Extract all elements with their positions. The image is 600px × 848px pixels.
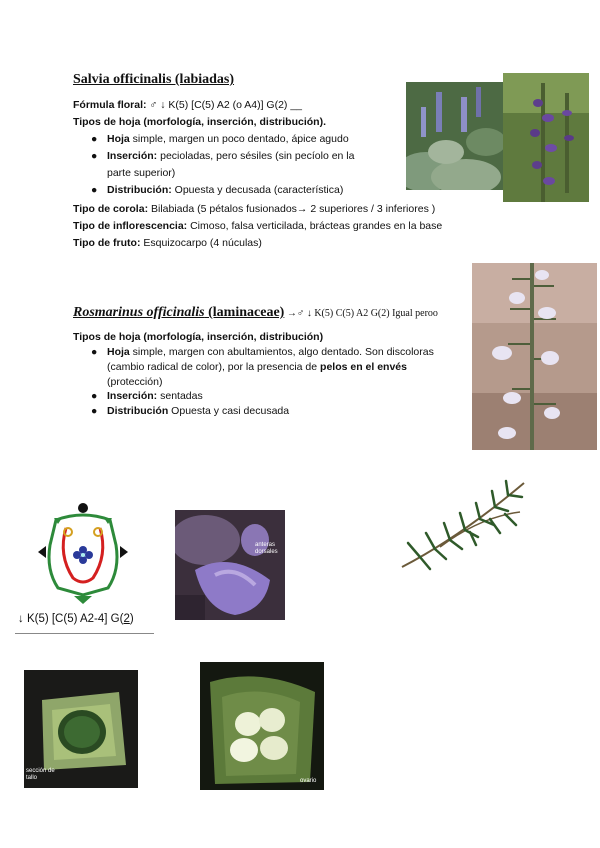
formula-value: ♂ ↓ K(5) [C(5) A2 (o A4)] G(2) __ [149, 99, 303, 111]
bullet-icon: ● [91, 390, 98, 402]
fruto-label: Tipo de fruto: [73, 237, 141, 249]
formula-underlined: 2 [123, 613, 130, 625]
rosmarinus-title [73, 305, 438, 321]
salvia-leaf-types-heading [73, 116, 326, 128]
leaf-types-label: Tipos de hoja (morfología, inserción, distribución). [73, 116, 326, 128]
ovario-label: ovario [300, 778, 317, 784]
hoja-label: Hoja [107, 346, 130, 358]
salvia-insercion-cont: parte superior) [107, 167, 176, 179]
rosmarinus-bullet-distribucion [91, 405, 289, 417]
fruto-text: Esquizocarpo (4 núculas) [140, 237, 262, 249]
hoja-text: simple, margen con abultamientos, algo dentado. Son discoloras [129, 346, 434, 358]
divider-line [15, 633, 154, 634]
insercion-label: Inserción: [107, 390, 158, 402]
salvia-bullet-insercion [91, 150, 354, 162]
corola-label: Tipo de corola: [73, 203, 149, 215]
distribucion-text: Opuesta y decusada (característica) [171, 184, 344, 196]
floral-diagram [28, 500, 138, 606]
insercion-text: pecioladas, pero sésiles (sin pecíolo en la [157, 150, 355, 162]
salvia-flower-photo [503, 73, 589, 202]
bullet-icon: ● [91, 133, 98, 145]
salvia-formula-line [73, 99, 302, 111]
salvia-title: Salvia officinalis (labiadas) [73, 72, 235, 87]
distribucion-label: Distribución: [107, 184, 172, 196]
rosmarinus-formula: →♂ ↓ K(5) C(5) A2 G(2) Igual peroo [284, 308, 438, 319]
hoja-text2: (cambio radical de color), por la presencia de [107, 361, 321, 373]
ovary-photo [200, 662, 324, 790]
inflor-text: Cimoso, falsa verticilada, brácteas grandes en la base [187, 220, 443, 232]
bullet-icon: ● [91, 405, 98, 417]
rosmarinus-hoja-cont2: (protección) [107, 376, 163, 388]
distribucion-label: Distribución [107, 405, 169, 417]
insercion-label: Inserción: [107, 150, 158, 162]
distribucion-text: Opuesta y casi decusada [168, 405, 290, 417]
rosmarinus-leaf-types-heading [73, 331, 323, 343]
leaf-types-label: Tipos de hoja (morfología, inserción, distribución) [73, 331, 324, 343]
hoja-label: Hoja [107, 133, 130, 145]
insercion-text: sentadas [157, 390, 203, 402]
family-name: (laminaceae) [204, 305, 285, 320]
stem-section-photo [24, 670, 138, 788]
formula-pre: ↓ K(5) [C(5) A2-4] G( [18, 613, 124, 625]
bullet-icon: ● [91, 184, 98, 196]
rosemary-sprig-image [400, 477, 528, 571]
formula-label: Fórmula floral: [73, 99, 147, 111]
hoja-text: simple, margen un poco dentado, ápice agudo [129, 133, 349, 145]
salvia-plant-photo [406, 82, 503, 190]
inflor-label: Tipo de inflorescencia: [73, 220, 188, 232]
corola-text: Bilabiada (5 pétalos fusionados→ 2 superiores / 3 inferiores ) [148, 203, 436, 215]
salvia-fruto [73, 237, 262, 249]
salvia-bullet-distribucion [91, 184, 343, 196]
rosmarinus-bullet-insercion [91, 390, 203, 402]
bullet-icon: ● [91, 150, 98, 162]
salvia-inflorescencia [73, 220, 442, 232]
rosemary-flower-photo [472, 263, 597, 450]
seccion-label: sección de tallo [26, 768, 55, 781]
anther-photo [175, 510, 285, 620]
bullet-icon: ● [91, 346, 98, 358]
salvia-corola [73, 203, 435, 215]
salvia-bullet-hoja [91, 133, 349, 145]
diagram-formula [18, 613, 134, 625]
species-name: Rosmarinus officinalis [73, 305, 205, 320]
hoja-text2-bold: pelos en el envés [320, 361, 407, 373]
anteras-label: anteras dorsales [255, 542, 278, 555]
formula-post: ) [129, 613, 134, 625]
rosmarinus-bullet-hoja [91, 346, 434, 358]
rosmarinus-hoja-cont [107, 361, 407, 373]
